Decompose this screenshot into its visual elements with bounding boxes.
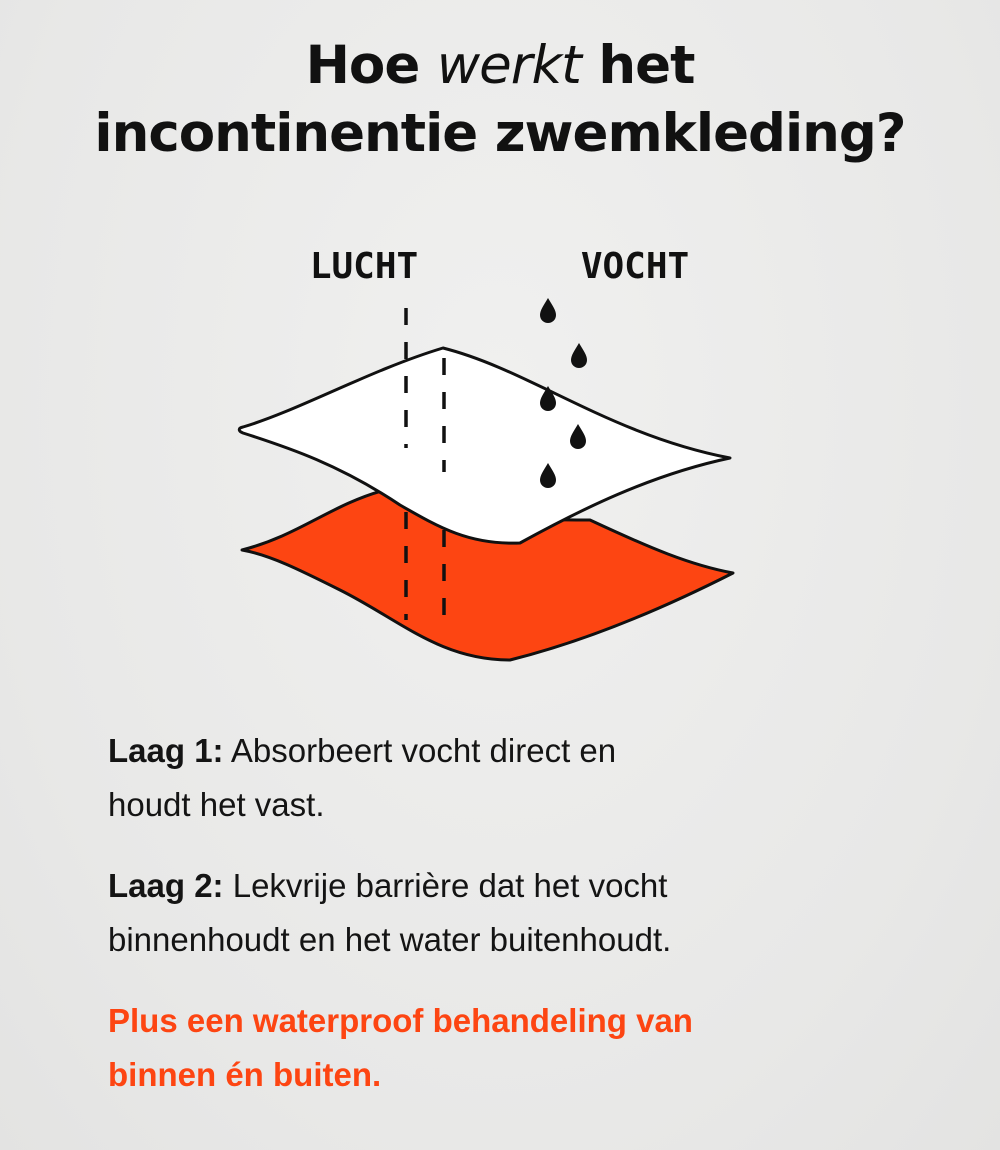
title-word-het: het <box>598 35 695 96</box>
layer-2-text: Lekvrije barrière dat het vocht <box>232 867 668 904</box>
layer-diagram-svg <box>0 220 1000 680</box>
plus-text: een waterproof behandeling van <box>186 1002 693 1039</box>
plus-description <box>108 994 928 1102</box>
layer-1-label: Laag 1: <box>108 732 224 769</box>
layer-diagram <box>0 220 1000 680</box>
layer-2-description <box>108 859 928 967</box>
title-word-hoe: Hoe <box>305 35 420 96</box>
layer-1-description <box>108 724 928 832</box>
page-title <box>0 32 1000 168</box>
label-lucht: LUCHT <box>309 246 419 287</box>
top-layer-absorbent <box>239 348 730 543</box>
explanation-text <box>108 724 928 1129</box>
layer-2-text-2: binnenhoudt en het water buitenhoudt. <box>108 921 672 958</box>
plus-label: Plus <box>108 1002 178 1039</box>
plus-text-2: binnen én buiten. <box>108 1056 382 1093</box>
title-word-werkt: werkt <box>436 35 581 96</box>
title-line-1 <box>0 32 1000 100</box>
label-vocht: VOCHT <box>580 246 690 287</box>
layer-2-label: Laag 2: <box>108 867 224 904</box>
title-line-2: incontinentie zwemkleding? <box>94 103 906 164</box>
layer-1-text: Absorbeert vocht direct en <box>230 732 617 769</box>
water-drop-icon <box>540 298 556 323</box>
water-drop-icon <box>571 343 587 368</box>
layer-1-text-2: houdt het vast. <box>108 786 325 823</box>
